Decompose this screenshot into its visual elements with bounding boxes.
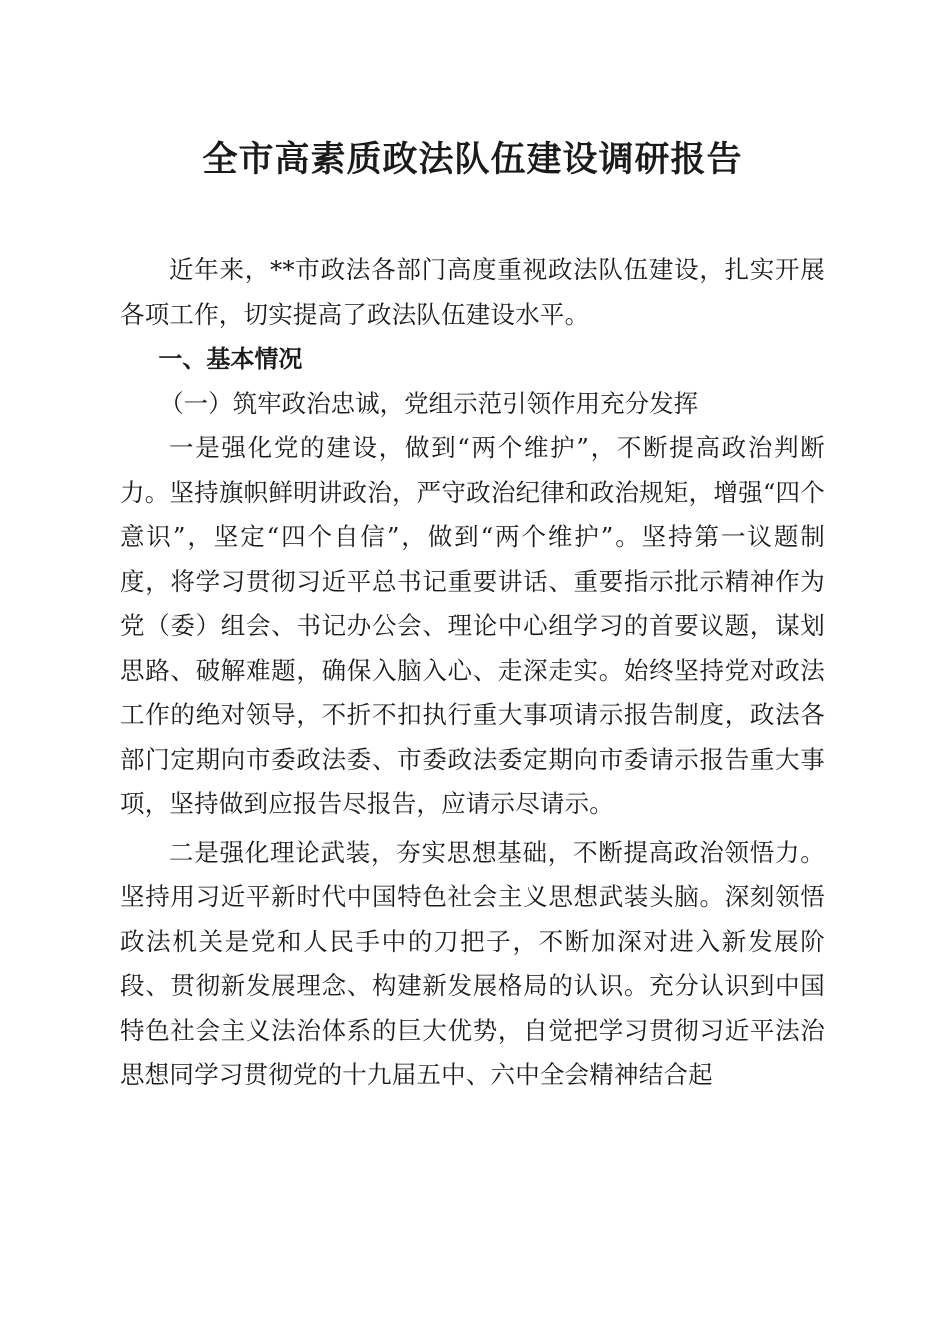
subsection-heading: （一）筑牢政治忠诚，党组示范引领作用充分发挥 xyxy=(159,388,699,418)
paragraph-body: 坚持用习近平新时代中国特色社会主义思想武装头脑。深刻领悟政法机关是党和人民手中的刀把子，不断加深对进入新发展阶段、贯彻新发展理念、构建新发展格局的认识。充分认识到中国特色社会主义法治体系的巨大优势，自觉把学习贯彻习近平法治思想同学习贯彻党的十九届五中、六中全会精神结合起 xyxy=(120,882,825,1089)
intro-paragraph: 近年来，**市政法各部门高度重视政法队伍建设，扎实开展各项工作，切实提高了政法队伍建设水平。 xyxy=(120,255,825,329)
body-paragraph-1 xyxy=(120,426,825,827)
body-paragraph-2 xyxy=(120,831,825,1098)
paragraph-lead: 二是强化理论武装，夯实思想基础，不断提高政治领悟力。 xyxy=(169,837,825,867)
document-title: 全市高素质政法队伍建设调研报告 xyxy=(202,139,743,180)
paragraph-lead: 一是强化党的建设，做到“两个维护”，不断提高政治判断力。 xyxy=(120,433,825,507)
document-page xyxy=(120,130,825,1098)
section-heading: 一、基本情况 xyxy=(158,345,303,373)
paragraph-body: 坚持旗帜鲜明讲政治，严守政治纪律和政治规矩，增强“四个意识”，坚定“四个自信”，做到“两个维护”。坚持第一议题制度，将学习贯彻习近平总书记重要讲话、重要指示批示精神作为党（委）组会、书记办公会、理论中心组学习的首要议题，谋划思路、破解难题，确保入脑入心、走深走实。始终坚持党对政法工作的绝对领导，不折不扣执行重大事项请示报告制度，政法各部门定期向市委政法委、市委政法委定期向市委请示报告重大事项，坚持做到应报告尽报告，应请示尽请示。 xyxy=(120,477,825,818)
